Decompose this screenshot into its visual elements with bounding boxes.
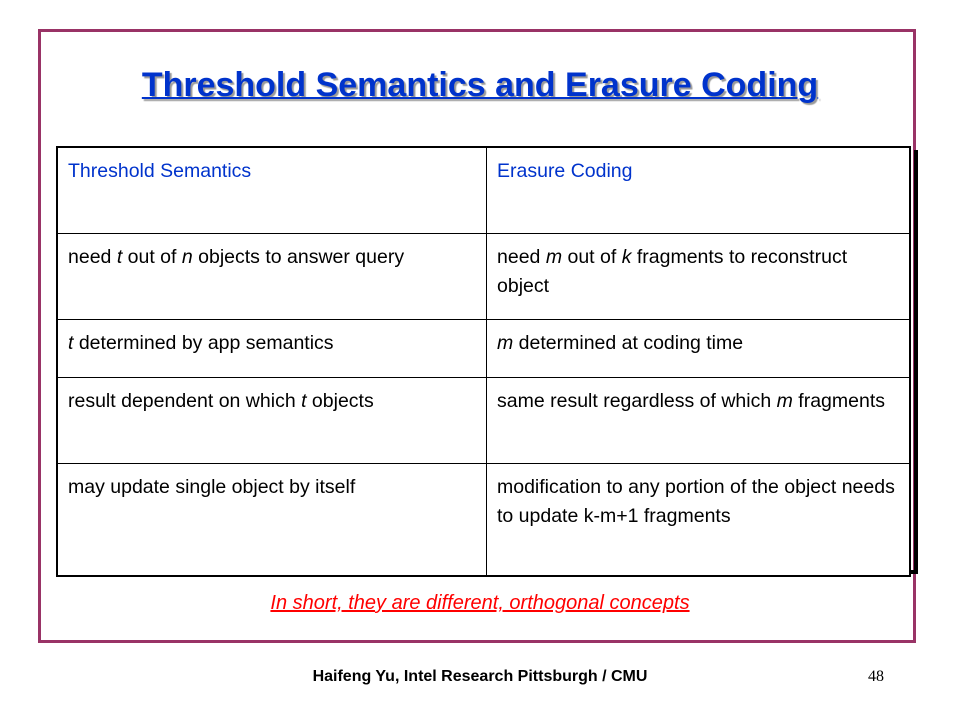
table-cell: [487, 320, 911, 378]
summary-note: In short, they are different, orthogonal concepts: [270, 592, 690, 614]
cell-text: objects: [306, 390, 374, 412]
cell-text: result dependent on which: [68, 390, 302, 412]
cell-text: out of: [562, 246, 622, 268]
page-number: 48: [868, 668, 884, 685]
table-cell: [57, 378, 487, 464]
cell-text: may update single object by itself: [68, 476, 356, 498]
header-erasure-coding: Erasure Coding: [487, 147, 911, 234]
cell-text: fragments: [792, 390, 885, 412]
cell-text: modification to any portion of the object needs to update k-m+1 fragments: [497, 476, 895, 528]
italic-variable: n: [181, 246, 193, 268]
cell-text: fragments to reconstruct object: [497, 246, 848, 298]
table-cell: [57, 464, 487, 577]
cell-text: objects to answer query: [192, 246, 405, 268]
comparison-table-wrapper: [56, 146, 914, 570]
table-cell: [57, 320, 487, 378]
table-header-row: [57, 147, 910, 234]
table-row: [57, 464, 910, 577]
comparison-table: [56, 146, 911, 577]
slide-title: Threshold Semantics and Erasure Coding: [141, 66, 819, 104]
cell-text: need: [68, 246, 117, 268]
italic-variable: m: [545, 246, 563, 268]
cell-text: out of: [122, 246, 182, 268]
table-cell: [57, 234, 487, 320]
footer-credit: Haifeng Yu, Intel Research Pittsburgh / CMU: [312, 668, 648, 685]
cell-text: same result regardless of which: [497, 390, 777, 412]
header-threshold-semantics: Threshold Semantics: [57, 147, 487, 234]
italic-variable: t: [68, 332, 74, 354]
table-cell: [487, 464, 911, 577]
italic-variable: t: [116, 246, 123, 268]
italic-variable: t: [301, 390, 307, 412]
italic-variable: m: [497, 332, 514, 354]
cell-text: need: [497, 246, 546, 268]
italic-variable: k: [621, 246, 632, 268]
table-row: [57, 320, 910, 378]
cell-text: determined by app semantics: [73, 332, 334, 354]
italic-variable: m: [776, 390, 793, 412]
table-row: [57, 234, 910, 320]
cell-text: determined at coding time: [513, 332, 744, 354]
table-cell: [487, 378, 911, 464]
table-row: [57, 378, 910, 464]
table-cell: [487, 234, 911, 320]
